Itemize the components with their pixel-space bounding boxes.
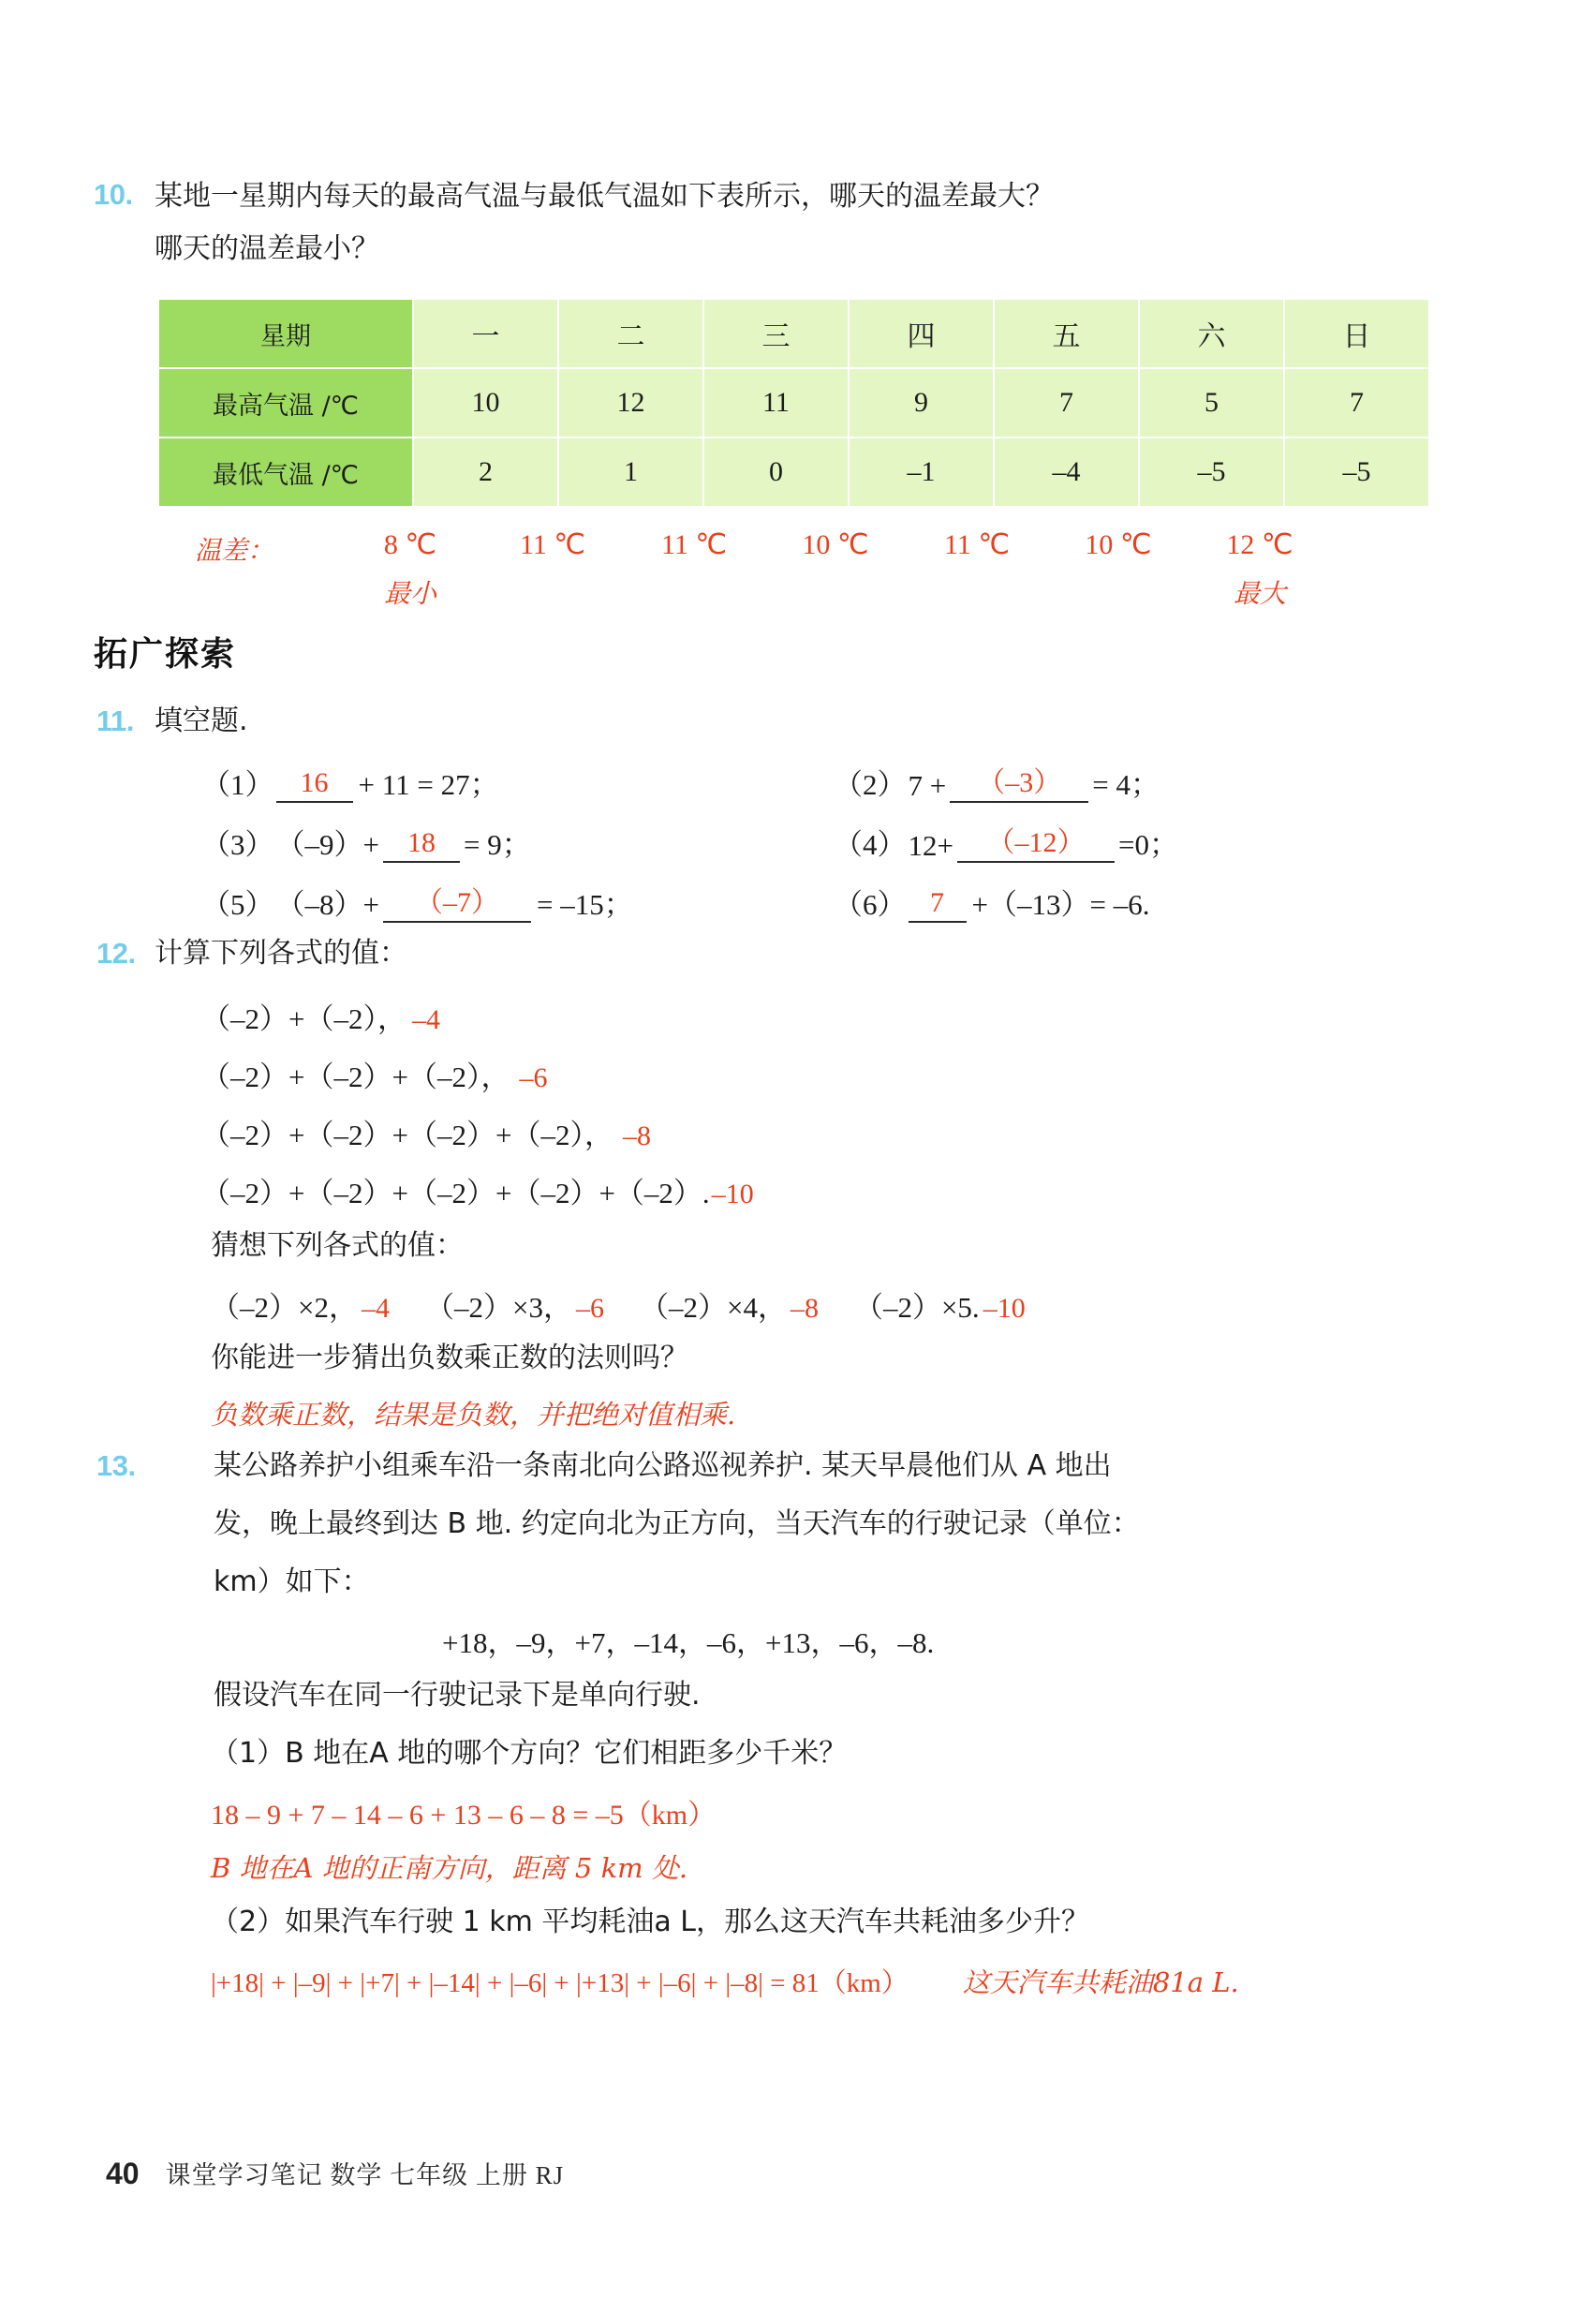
sum-answer: –10 <box>711 1179 754 1209</box>
product-expression: （–2）×4， <box>639 1291 787 1324</box>
diff-value: 11 ℃ <box>519 529 586 560</box>
low-temp-cell: –5 <box>1284 438 1429 507</box>
sum-expression: （–2）+（–2）+（–2）+（–2）+（–2）. <box>201 1177 710 1209</box>
question-13-number: 13. <box>96 1449 136 1482</box>
sum-line-4 <box>201 1169 754 1211</box>
row-header-weekday: 星期 <box>158 299 413 368</box>
fill-item-pre: 12+ <box>908 829 953 862</box>
day-cell: 三 <box>703 299 849 368</box>
fill-item-label: （6） <box>834 888 907 921</box>
question-11-title: 填空题. <box>155 705 248 737</box>
fill-blank[interactable]: 7 <box>909 887 967 924</box>
sum-line-2 <box>201 1053 547 1095</box>
high-temp-cell: 12 <box>558 368 703 438</box>
fill-item-label: （3） <box>201 828 274 861</box>
high-temp-cell: 11 <box>703 368 849 438</box>
fill-item-label: （4） <box>834 828 907 861</box>
fill-item-1 <box>201 761 499 803</box>
table-row-days <box>158 299 1429 368</box>
question-13-part2: （2）如果汽车行驶 1 km 平均耗油a L，那么这天汽车共耗油多少升？ <box>211 1906 1090 1938</box>
fill-item-post: +（–13）= –6. <box>971 888 1150 921</box>
question-13-line2: 发，晚上最终到达 B 地. 约定向北为正方向，当天汽车的行驶记录（单位： <box>214 1507 1140 1540</box>
product-answer: –6 <box>575 1293 604 1324</box>
fill-item-2 <box>834 761 1160 803</box>
fill-item-label: （2） <box>834 768 907 801</box>
fill-blank[interactable]: （–7） <box>383 887 531 924</box>
diff-note-max: 最大 <box>1233 578 1286 609</box>
product-expression: （–2）×5. <box>853 1291 980 1324</box>
fill-item-pre: 7 + <box>908 769 947 802</box>
fill-blank[interactable]: （–12） <box>957 827 1115 864</box>
product-answer: –8 <box>790 1293 819 1324</box>
fill-item-5 <box>201 881 633 923</box>
question-13-part2-answer: 这天汽车共耗油81a L. <box>962 1966 1239 1998</box>
high-temp-cell: 9 <box>849 368 994 438</box>
row-header-high-temp: 最高气温 /℃ <box>158 368 413 438</box>
question-12-ask: 你能进一步猜出负数乘正数的法则吗？ <box>211 1342 688 1374</box>
row-header-low-temp: 最低气温 /℃ <box>158 438 413 507</box>
question-12-title: 计算下列各式的值： <box>155 937 407 970</box>
day-cell: 四 <box>849 299 994 368</box>
day-cell: 六 <box>1139 299 1284 368</box>
sum-expression: （–2）+（–2）+（–2）+（–2）， <box>201 1119 613 1151</box>
fill-blank[interactable]: 16 <box>276 767 353 804</box>
temperature-difference-annotation <box>157 525 1412 628</box>
fill-item-pre: （–8）+ <box>275 888 379 921</box>
fill-item-6 <box>834 881 1149 923</box>
question-13-line4: 假设汽车在同一行驶记录下是单向行驶. <box>214 1679 701 1712</box>
question-13-line1: 某公路养护小组乘车沿一条南北向公路巡视养护. 某天早晨他们从 A 地出 <box>214 1449 1112 1482</box>
fill-blank[interactable]: 18 <box>383 827 460 864</box>
sum-answer: –8 <box>622 1120 651 1151</box>
question-10-number: 10. <box>94 178 133 211</box>
diff-value: 11 ℃ <box>943 529 1011 560</box>
guess-title: 猜想下列各式的值： <box>211 1229 464 1262</box>
section-heading: 拓广探索 <box>94 635 237 674</box>
sum-line-1 <box>201 995 440 1037</box>
question-13-part1-work: 18 – 9 + 7 – 14 – 6 + 13 – 6 – 8 = –5（km） <box>211 1800 717 1831</box>
high-temp-cell: 10 <box>413 368 558 438</box>
question-13-part1-answer: B 地在A 地的正南方向，距离 5 km 处. <box>211 1852 688 1884</box>
question-12-number: 12. <box>96 937 136 970</box>
diff-value: 8 ℃ <box>383 529 437 560</box>
question-13-part2-solution <box>211 1962 1239 2000</box>
footer-text: 课堂学习笔记 数学 七年级 上册 RJ <box>165 2161 565 2189</box>
fill-item-post: = –15； <box>536 888 633 921</box>
fill-item-post: =0； <box>1117 828 1178 861</box>
low-temp-cell: 2 <box>413 438 558 507</box>
fill-item-pre: （–9）+ <box>275 828 379 861</box>
diff-value: 10 ℃ <box>1085 529 1152 560</box>
fill-item-post: = 4； <box>1092 768 1160 801</box>
sum-expression: （–2）+（–2）+（–2）， <box>201 1061 510 1093</box>
high-temp-cell: 5 <box>1139 368 1284 438</box>
fill-item-4 <box>834 821 1178 863</box>
sum-expression: （–2）+（–2）， <box>201 1002 406 1035</box>
diff-value: 12 ℃ <box>1226 529 1293 560</box>
question-13-part1: （1）B 地在A 地的哪个方向？它们相距多少千米？ <box>211 1737 848 1770</box>
fill-item-post: + 11 = 27； <box>358 768 499 801</box>
low-temp-cell: –4 <box>994 438 1139 507</box>
diff-note-min: 最小 <box>383 578 436 609</box>
fill-item-post: = 9； <box>463 828 531 861</box>
diff-label: 温差： <box>195 535 274 566</box>
product-line <box>211 1283 1026 1326</box>
page-number: 40 <box>106 2157 140 2190</box>
product-expression: （–2）×2， <box>211 1291 358 1324</box>
low-temp-cell: 0 <box>703 438 849 507</box>
temperature-table <box>157 298 1430 508</box>
page-footer <box>106 2155 564 2191</box>
table-row-high <box>158 368 1429 438</box>
diff-value: 11 ℃ <box>660 529 728 560</box>
question-13-record: +18，–9，+7，–14，–6，+13，–6，–8. <box>442 1626 935 1659</box>
high-temp-cell: 7 <box>1284 368 1429 438</box>
day-cell: 二 <box>558 299 703 368</box>
sum-answer: –6 <box>519 1062 548 1093</box>
sum-answer: –4 <box>411 1004 440 1035</box>
fill-item-label: （5） <box>201 888 274 921</box>
question-11-number: 11. <box>96 705 134 737</box>
question-12-answer-note: 负数乘正数，结果是负数，并把绝对值相乘. <box>211 1399 736 1431</box>
low-temp-cell: –5 <box>1139 438 1284 507</box>
question-10-line1: 某地一星期内每天的最高气温与最低气温如下表所示，哪天的温差最大？ <box>155 180 1054 213</box>
fill-blank[interactable]: （–3） <box>950 767 1088 804</box>
day-cell: 一 <box>413 299 558 368</box>
table-row-low <box>158 438 1429 507</box>
sum-line-3 <box>201 1111 651 1153</box>
question-10-line2: 哪天的温差最小？ <box>155 232 379 265</box>
product-answer: –4 <box>361 1293 390 1324</box>
product-expression: （–2）×3， <box>424 1291 572 1324</box>
day-cell: 五 <box>994 299 1139 368</box>
question-13-part2-work: |+18| + |–9| + |+7| + |–14| + |–6| + |+13| + |–6| + |–8| = 81（km） <box>211 1968 909 1998</box>
low-temp-cell: 1 <box>558 438 703 507</box>
low-temp-cell: –1 <box>849 438 994 507</box>
diff-value: 10 ℃ <box>802 529 869 560</box>
high-temp-cell: 7 <box>994 368 1139 438</box>
product-answer: –10 <box>983 1293 1026 1324</box>
day-cell: 日 <box>1284 299 1429 368</box>
question-13-line3: km）如下： <box>214 1565 370 1598</box>
fill-item-3 <box>201 821 531 863</box>
fill-item-label: （1） <box>201 768 274 801</box>
